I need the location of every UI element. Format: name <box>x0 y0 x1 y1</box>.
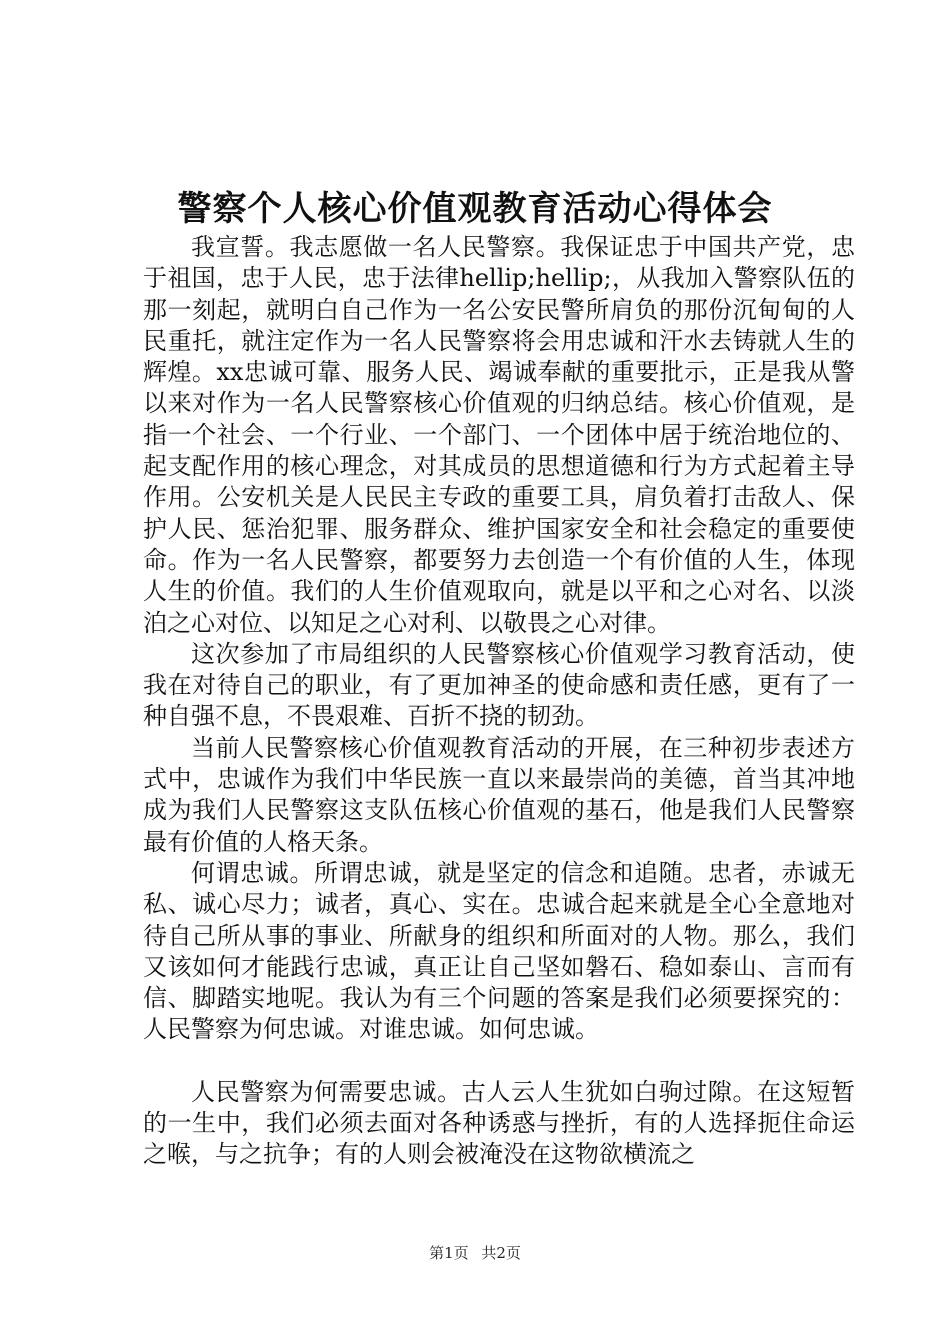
paragraph-1: 我宣誓。我志愿做一名人民警察。我保证忠于中国共产党，忠于祖国，忠于人民，忠于法律hellip;hellip;，从我加入警察队伍的那一刻起，就明白自己作为一名公安民警所肩负的那份沉甸甸的人民重托，就注定作为一名人民警察将会用忠诚和汗水去铸就人生的辉煌。xx忠诚可靠、服务人民、竭诚奉献的重要批示，正是我从警以来对作为一名人民警察核心价值观的归纳总结。核心价值观，是指一个社会、一个行业、一个部门、一个团体中居于统治地位的、起支配作用的核心理念，对其成员的思想道德和行为方式起着主导作用。公安机关是人民民主专政的重要工具，肩负着打击敌人、保护人民、惩治犯罪、服务群众、维护国家安全和社会稳定的重要使命。作为一名人民警察，都要努力去创造一个有价值的人生，体现人生的价值。我们的人生价值观取向，就是以平和之心对名、以淡泊之心对位、以知足之心对利、以敬畏之心对律。 <box>143 233 855 637</box>
page-number: 第1页 <box>429 1244 469 1262</box>
paragraph-3: 当前人民警察核心价值观教育活动的开展，在三种初步表述方式中，忠诚作为我们中华民族一直以来最崇尚的美德，首当其冲地成为我们人民警察这支队伍核心价值观的基石，他是我们人民警察最有价值的人格天条。 <box>143 733 855 856</box>
paragraph-5: 人民警察为何需要忠诚。古人云人生犹如白驹过隙。在这短暂的一生中，我们必须去面对各种诱惑与挫折，有的人选择扼住命运之喉，与之抗争；有的人则会被淹没在这物欲横流之 <box>143 1077 855 1169</box>
paragraph-2: 这次参加了市局组织的人民警察核心价值观学习教育活动，使我在对待自己的职业，有了更加神圣的使命感和责任感，更有了一种自强不息，不畏艰难、百折不挠的韧劲。 <box>143 639 855 731</box>
document-body <box>143 232 855 1171</box>
paragraph-4: 何谓忠诚。所谓忠诚，就是坚定的信念和追随。忠者，赤诚无私、诚心尽力；诚者，真心、实在。忠诚合起来就是全心全意地对待自己所从事的事业、所献身的组织和所面对的人物。那么，我们又该如何才能践行忠诚，真正让自己坚如磐石、稳如泰山、言而有信、脚踏实地呢。我认为有三个问题的答案是我们必须要探究的：人民警察为何忠诚。对谁忠诚。如何忠诚。 <box>143 858 855 1044</box>
page-total: 共2页 <box>481 1244 521 1262</box>
document-title: 警察个人核心价值观教育活动心得体会 <box>177 189 773 229</box>
page-footer <box>0 1243 950 1263</box>
